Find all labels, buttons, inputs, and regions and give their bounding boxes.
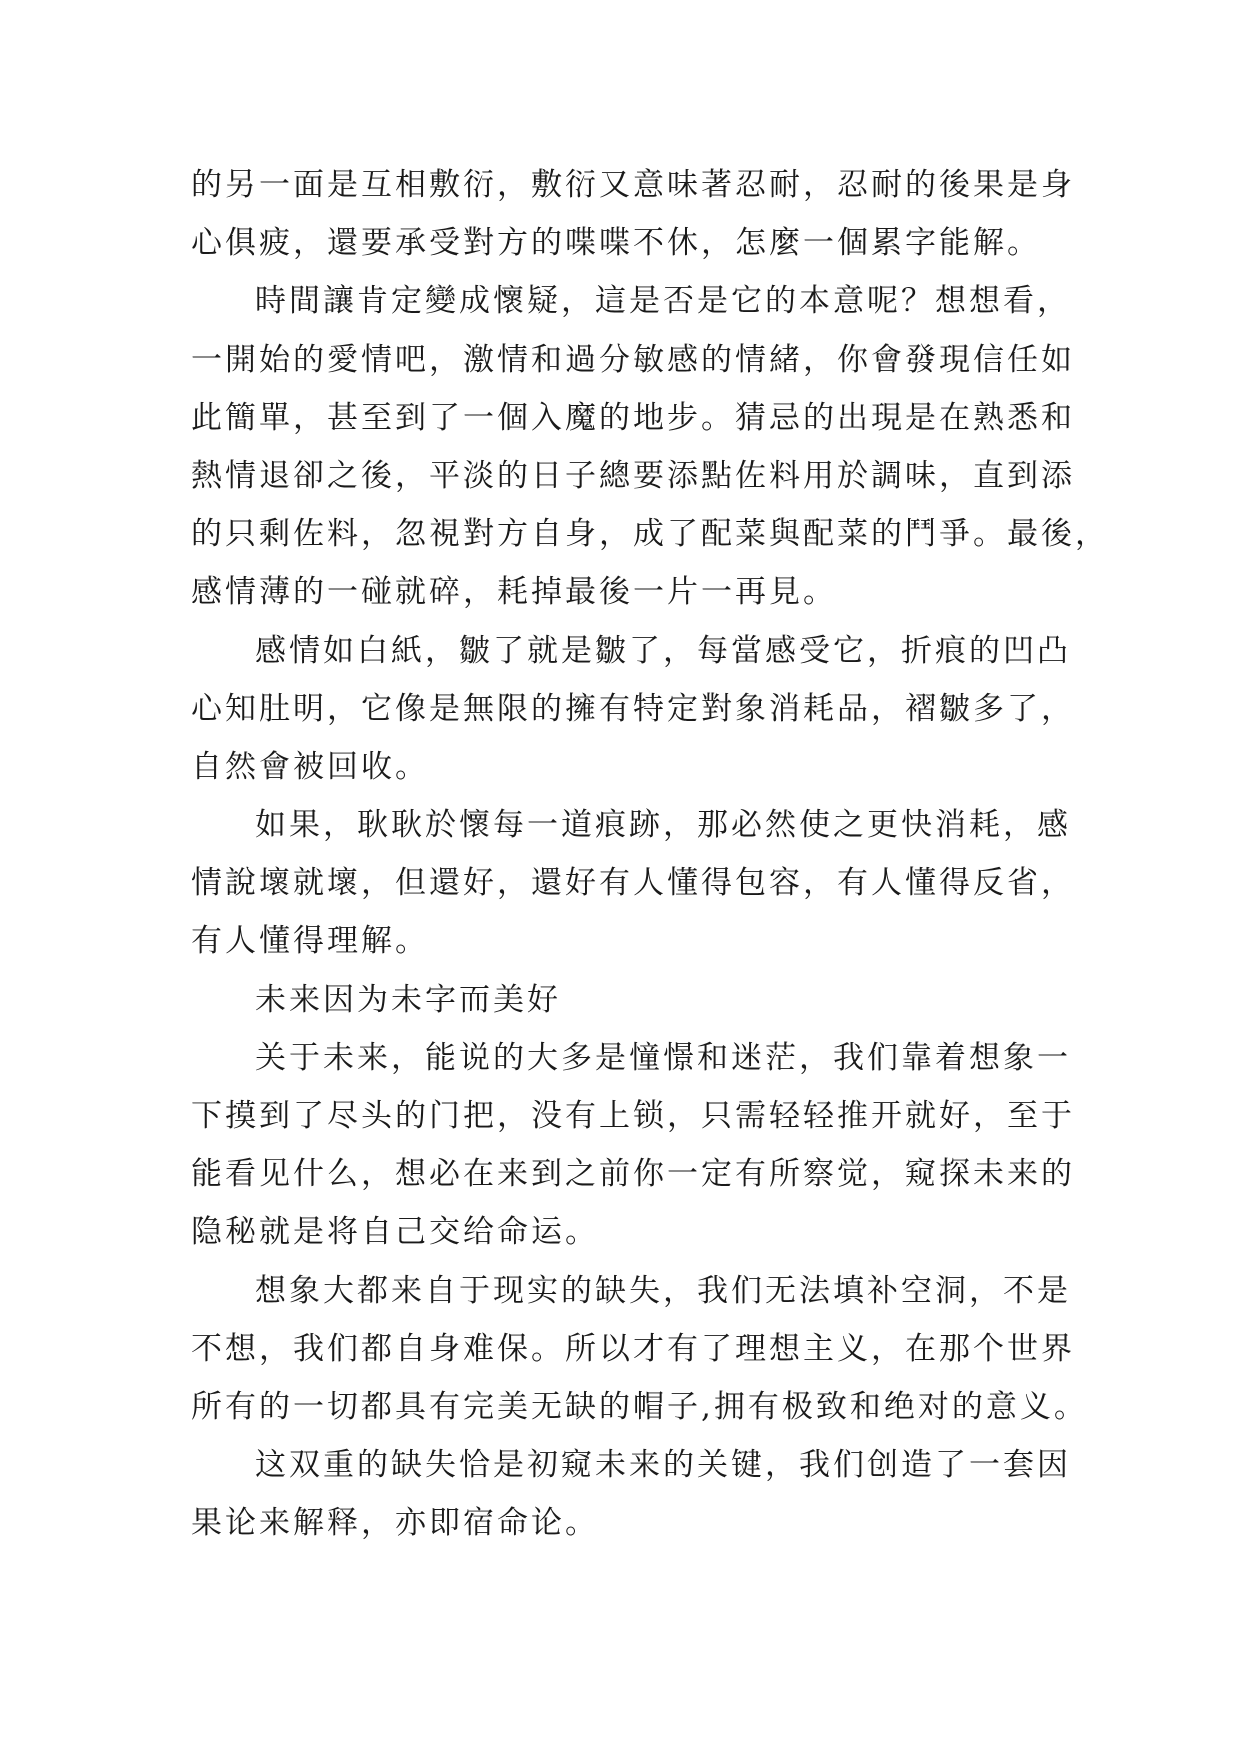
document-body <box>191 156 1109 1553</box>
text-line: 自然會被回收。 <box>191 748 429 785</box>
text-line: 隐秘就是将自己交给命运。 <box>191 1214 599 1251</box>
text-line: 情說壞就壞，但還好，還好有人懂得包容，有人懂得反省， <box>191 865 1075 902</box>
text-line: 能看见什么，想必在来到之前你一定有所察觉，窥探未来的 <box>191 1156 1075 1193</box>
text-line: 一開始的愛情吧，激情和過分敏感的情緒，你會發現信任如 <box>191 341 1075 378</box>
text-line: 果论来解释，亦即宿命论。 <box>191 1505 599 1542</box>
section-heading: 未来因为未字而美好 <box>255 981 561 1018</box>
text-line: 心知肚明，它像是無限的擁有特定對象消耗品，褶皺多了， <box>191 690 1075 727</box>
text-line: 想象大都来自于现实的缺失，我们无法填补空洞，不是 <box>255 1272 1071 1309</box>
text-line: 熱情退卻之後，平淡的日子總要添點佐料用於調味，直到添 <box>191 457 1075 494</box>
text-line: 的另一面是互相敷衍，敷衍又意味著忍耐，忍耐的後果是身 <box>191 167 1075 203</box>
text-line: 有人懂得理解。 <box>191 923 429 960</box>
text-line: 所有的一切都具有完美无缺的帽子,拥有极致和绝对的意义。 <box>191 1388 1088 1425</box>
text-line: 如果，耿耿於懷每一道痕跡，那必然使之更快消耗，感 <box>255 807 1071 844</box>
text-line: 此簡單，甚至到了一個入魔的地步。猜忌的出現是在熟悉和 <box>191 399 1075 436</box>
text-line: 感情如白紙，皺了就是皺了，每當感受它，折痕的凹凸 <box>255 632 1071 669</box>
text-line: 心俱疲，還要承受對方的喋喋不休，怎麼一個累字能解。 <box>191 225 1041 262</box>
text-line: 不想，我们都自身难保。所以才有了理想主义，在那个世界 <box>191 1330 1075 1367</box>
text-line: 下摸到了尽头的门把，没有上锁，只需轻轻推开就好，至于 <box>191 1098 1075 1134</box>
text-line: 的只剩佐料，忽視對方自身，成了配菜與配菜的鬥爭。最後， <box>191 516 1109 553</box>
text-line: 感情薄的一碰就碎，耗掉最後一片一再見。 <box>191 574 837 611</box>
text-line: 这双重的缺失恰是初窥未来的关键，我们创造了一套因 <box>255 1447 1071 1484</box>
text-line: 关于未来，能说的大多是憧憬和迷茫，我们靠着想象一 <box>255 1039 1071 1076</box>
text-line: 時間讓肯定變成懷疑，這是否是它的本意呢？想想看， <box>255 283 1071 320</box>
